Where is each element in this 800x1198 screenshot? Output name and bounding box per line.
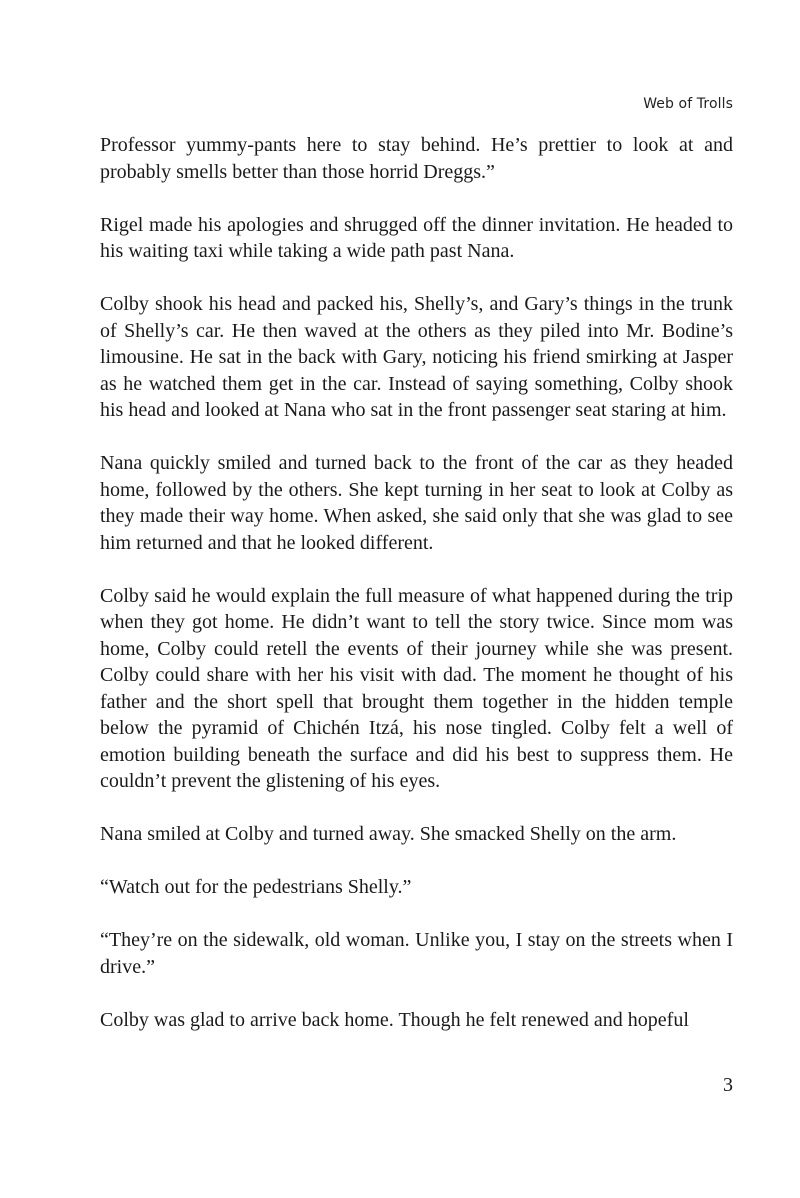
paragraph: Professor yummy-pants here to stay behind. He’s prettier to look at and probably smells better than those horrid Dreggs.” [100, 134, 733, 183]
running-header-title: Web of Trolls [643, 96, 733, 112]
paragraph: “Watch out for the pedestrians Shelly.” [100, 876, 412, 898]
paragraph: Rigel made his apologies and shrugged off the dinner invitation. He headed to his waiting taxi while taking a wide path past Nana. [100, 213, 733, 262]
paragraph: Colby said he would explain the full measure of what happened during the trip when they got home. He didn’t want to tell the story twice. Since mom was home, Colby could retell the events of their journey while she was present. Colby could share with her his visit with dad. The moment he thought of his father and the short spell that brought them together in the hidden temple below the pyramid of Chichén Itzá, his nose tingled. Colby felt a well of emotion building beneath the surface and did his best to suppress them. He couldn’t prevent the glistening of his eyes. [100, 584, 733, 792]
paragraph: Nana smiled at Colby and turned away. She smacked Shelly on the arm. [100, 823, 677, 845]
paragraph: Colby was glad to arrive back home. Though he felt renewed and hopeful [100, 1008, 689, 1031]
paragraph: “They’re on the sidewalk, old woman. Unlike you, I stay on the streets when I drive.” [100, 929, 733, 978]
page-number: 3 [723, 1074, 733, 1096]
body-text [100, 132, 733, 1060]
paragraph: Nana quickly smiled and turned back to the front of the car as they headed home, followed by the others. She kept turning in her seat to look at Colby as they made their way home. When asked, she said only that she was glad to see him returned and that he looked different. [100, 452, 733, 554]
paragraph: Colby shook his head and packed his, Shelly’s, and Gary’s things in the trunk of Shelly’s car. He then waved at the others as they piled into Mr. Bodine’s limousine. He sat in the back with Gary, noticing his friend smirking at Jasper as he watched them get in the car. Instead of saying something, Colby shook his head and looked at Nana who sat in the front passenger seat staring at him. [100, 293, 733, 421]
